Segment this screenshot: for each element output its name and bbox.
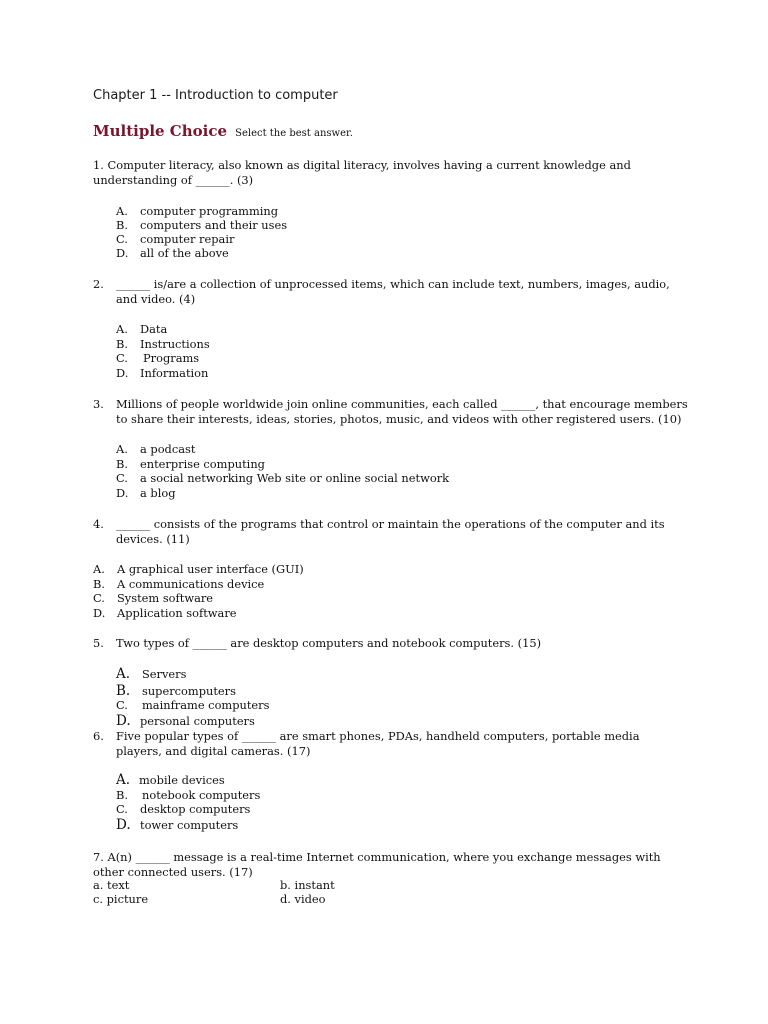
chapter-title: Chapter 1 -- Introduction to computer — [93, 88, 338, 103]
question-number: 4. — [93, 517, 104, 531]
question-2 — [93, 277, 676, 306]
section-header — [93, 121, 353, 140]
section-title: Multiple Choice — [93, 122, 228, 140]
option-7a: a. text — [93, 878, 130, 892]
question-number: 5. — [93, 636, 104, 650]
question-text: Five popular types of ______ are smart phones, PDAs, handheld computers, portable media players, and digital cameras. (17) — [116, 729, 640, 758]
question-number: 2. — [93, 277, 104, 291]
question-4 — [93, 517, 676, 546]
question-number: 1. — [93, 158, 104, 172]
question-3 — [93, 397, 701, 426]
question-text: Millions of people worldwide join online communities, each called ______, that encourage members to share their interests, ideas, stories, photos, music, and videos with other registered users. (10) — [116, 397, 688, 426]
question-1 — [93, 158, 673, 187]
question-text: ______ consists of the programs that control or maintain the operations of the computer and its devices. (11) — [116, 517, 665, 546]
option-7c: c. picture — [93, 892, 149, 906]
question-6 — [93, 729, 676, 758]
question-text: Two types of ______ are desktop computers and notebook computers. (15) — [116, 636, 542, 650]
question-5 — [93, 636, 676, 651]
option-7b: b. instant — [280, 878, 335, 892]
question-number: 6. — [93, 729, 104, 743]
question-number: 3. — [93, 397, 104, 411]
question-7 — [93, 850, 673, 879]
question-text: Computer literacy, also known as digital literacy, involves having a current knowledge and understanding of ______. (3) — [93, 158, 631, 187]
question-text: A(n) ______ message is a real-time Internet communication, where you exchange messages with other connected users. (17) — [93, 850, 661, 879]
document-page: Chapter 1 -- Introduction to computer Multiple Choice Select the best answer. 1. Computer literacy, also known as digital literacy, involves having a current knowledge and understanding of ______. (3) A. computer programming B. computers and their uses C. computer repair D. all of the above 2. ______ is/are a collection of unprocessed items, which can include text, numbers, images, audio, and video. (4) A. Data B. Instructions C. Programs D. Information 3. Millions of people worldwide join online communities, each called ______, that encourage members to share their interests, ideas, stories, photos, music, and videos with other registered users. (10) A. a podcast B. enterprise computing C. a social networking Web site or online social network D. a blog 4. ______ consists of the programs that control or maintain the operations of the computer and its devices. (11) A. A graphical user interface (GUI) B. A communications device C. System software D. Application software 5. Two types of ______ are desktop computers and notebook computers. (15) A. Servers B. supercomputers C. mainframe computers D. personal computers 6. Five popular types of ______ are smart phones, PDAs, handheld computers, portable media players, and digital cameras. (17) A. mobile devices B. notebook computers C. desktop computers D. tower computers 7. A(n) ______ message is a real-time Internet communication, where you exchange messages with other connected users. (17) a. text b. instant c. picture d. video — [0, 0, 768, 1024]
question-text: ______ is/are a collection of unprocessed items, which can include text, numbers, images, audio, and video. (4) — [116, 277, 670, 306]
question-number: 7. — [93, 850, 104, 864]
section-instruction: Select the best answer. — [235, 128, 353, 139]
option-7d: d. video — [280, 892, 326, 906]
